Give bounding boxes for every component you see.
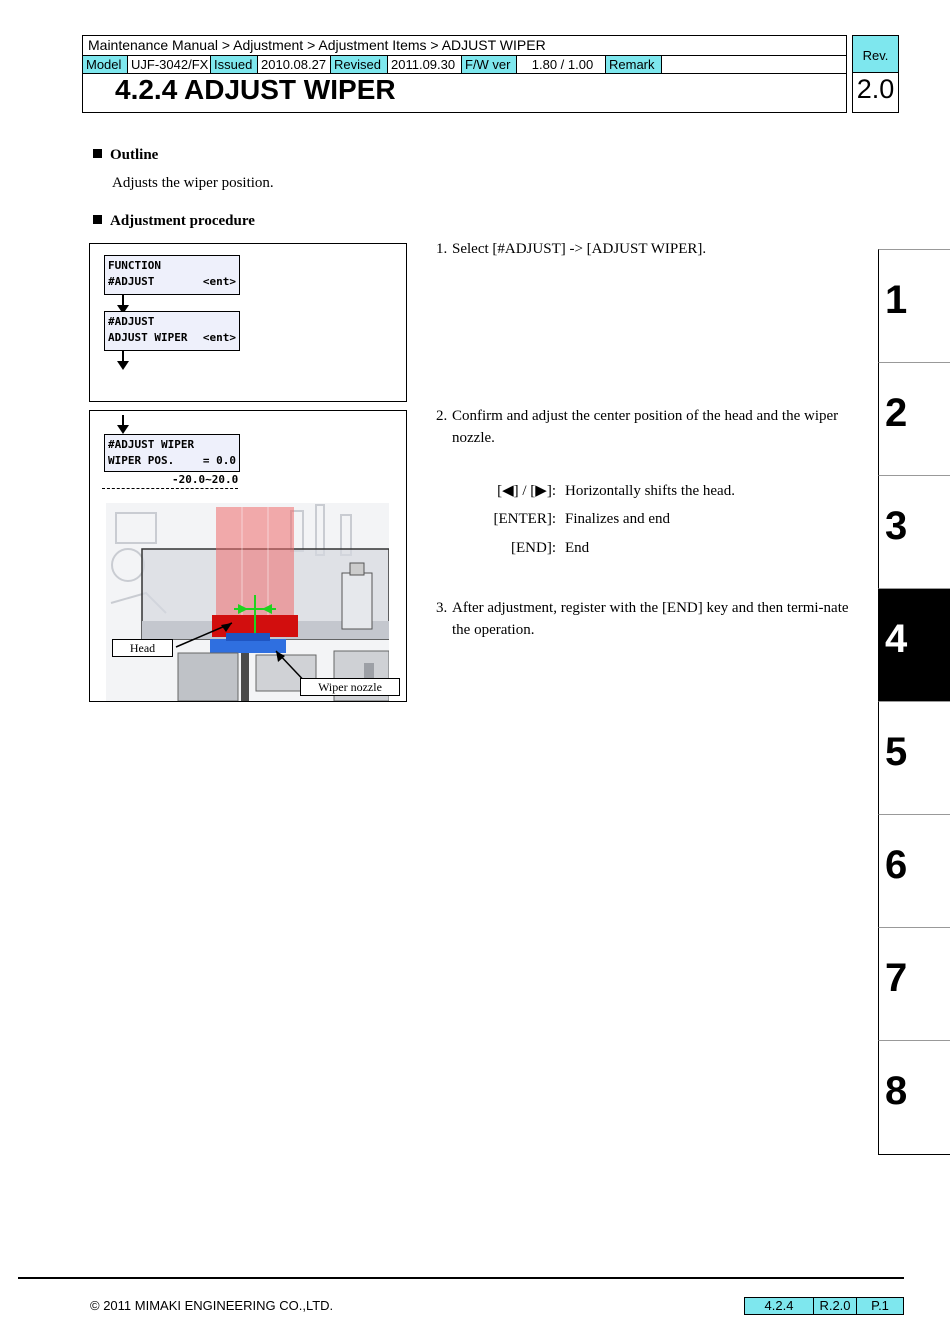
fw-label: F/W ver (462, 56, 517, 73)
head-wiper-illustration (106, 503, 389, 701)
revision-number: R.2.0 (813, 1297, 857, 1315)
rev-value: 2.0 (856, 74, 895, 104)
lcd-screen-wiper: #ADJUST WIPER WIPER POS. = 0.0 (104, 434, 240, 472)
issued-label: Issued (211, 56, 258, 73)
revised-label: Revised (331, 56, 388, 73)
remark-value (662, 56, 846, 73)
chapter-tab-2[interactable]: 2 (878, 362, 950, 475)
wiper-nozzle-label: Wiper nozzle (300, 678, 400, 696)
lcd-screen-adjust: #ADJUST ADJUST WIPER <ent> (104, 311, 240, 351)
chapter-tab-1[interactable]: 1 (878, 249, 950, 362)
section-number: 4.2.4 (744, 1297, 814, 1315)
chapter-tab-3[interactable]: 3 (878, 475, 950, 588)
key-enter: [ENTER]: (493, 511, 556, 527)
step-1-number: 1. (436, 241, 448, 257)
key-arrows: [◀] / [▶]: (497, 483, 556, 499)
chapter-tab-5[interactable]: 5 (878, 701, 950, 814)
chapter-tab-4[interactable]: 4 (878, 588, 950, 701)
outline-text: Adjusts the wiper position. (112, 175, 274, 191)
bullet-square-icon (93, 215, 102, 224)
revised-value: 2011.09.30 (388, 56, 462, 73)
rev-label: Rev. (853, 36, 898, 73)
key-arrows-desc: Horizontally shifts the head. (565, 483, 735, 499)
dashed-divider (102, 488, 238, 489)
bullet-square-icon (93, 149, 102, 158)
page-number: P.1 (856, 1297, 904, 1315)
lcd-screen-function: FUNCTION #ADJUST <ent> (104, 255, 240, 295)
chapter-tab-6[interactable]: 6 (878, 814, 950, 927)
key-end-desc: End (565, 540, 590, 556)
menu-figure (89, 243, 407, 402)
page-reference (744, 1297, 904, 1315)
issued-value: 2010.08.27 (258, 56, 331, 73)
document-header (82, 35, 847, 113)
remark-label: Remark (606, 56, 662, 73)
key-end: [END]: (511, 540, 556, 556)
step-3-number: 3. (436, 600, 448, 616)
chapter-tab-7[interactable]: 7 (878, 927, 950, 1040)
step-2-text: Confirm and adjust the center position of the head and the wiper nozzle. (452, 408, 839, 446)
step-1-text: Select [#ADJUST] -> [ADJUST WIPER]. (452, 241, 707, 257)
footer-rule (18, 1277, 904, 1279)
model-label: Model (83, 56, 128, 73)
step-2-number: 2. (436, 408, 448, 424)
page-title: 4.2.4 ADJUST WIPER (115, 74, 396, 105)
outline-heading: Outline (93, 147, 158, 164)
procedure-heading: Adjustment procedure (93, 213, 255, 230)
copyright: © 2011 MIMAKI ENGINEERING CO.,LTD. (90, 1298, 334, 1313)
step-3-text: After adjustment, register with the [END] key and then termi-nate the operation. (452, 600, 849, 638)
revision-box (852, 35, 899, 113)
fw-value: 1.80 / 1.00 (517, 56, 606, 73)
head-label: Head (112, 639, 173, 657)
arrow-down-icon (115, 351, 131, 371)
breadcrumb: Maintenance Manual > Adjustment > Adjustment Items > ADJUST WIPER (88, 37, 546, 53)
meta-row (83, 55, 846, 74)
chapter-tab-8[interactable]: 8 (878, 1040, 950, 1155)
model-value: UJF-3042/FX (128, 56, 211, 73)
arrow-down-icon (115, 415, 131, 435)
key-enter-desc: Finalizes and end (565, 511, 670, 527)
wiper-figure (89, 410, 407, 702)
range-text: -20.0~20.0 (172, 473, 239, 486)
